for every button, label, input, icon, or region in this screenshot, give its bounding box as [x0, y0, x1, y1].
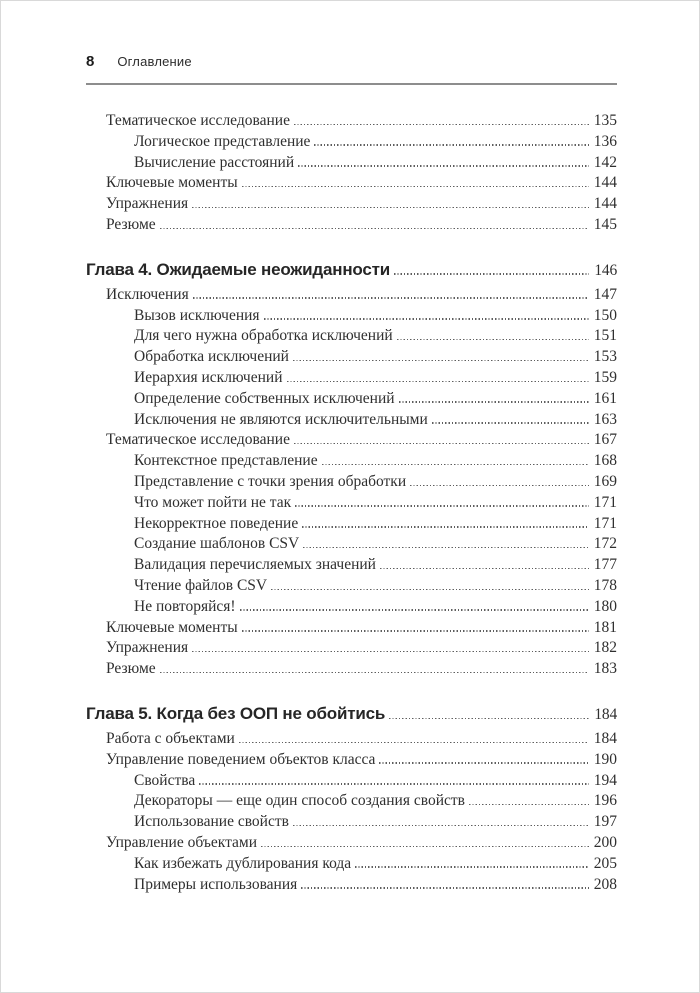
dotted-leader [298, 165, 589, 166]
toc-entry-page: 142 [593, 153, 617, 171]
dotted-leader [410, 485, 589, 486]
toc-entry-row [86, 389, 617, 410]
toc-entry-title: Управление поведением объектов класса [106, 750, 376, 768]
dotted-leader [239, 742, 589, 743]
toc-entry-title: Иерархия исключений [134, 368, 283, 386]
toc-section [86, 257, 617, 680]
toc-entry-row [86, 194, 617, 215]
toc-entry-page: 161 [593, 389, 617, 407]
dotted-leader [380, 568, 589, 569]
toc-entry-page: 194 [593, 771, 617, 789]
toc-entry-page: 150 [593, 306, 617, 324]
toc-entry-row [86, 368, 617, 389]
toc-entry-page: 181 [593, 618, 617, 636]
dotted-leader [160, 672, 589, 673]
toc-entry-row [86, 618, 617, 639]
toc-entry-page: 169 [593, 472, 617, 490]
dotted-leader [301, 887, 588, 888]
toc-entry-page: 184 [594, 705, 617, 723]
toc-entry-title: Резюме [106, 215, 156, 233]
toc-entry-row [86, 472, 617, 493]
dotted-leader [287, 381, 589, 382]
toc [86, 85, 617, 895]
dotted-leader [302, 526, 589, 527]
toc-entry-page: 146 [594, 261, 617, 279]
toc-entry-page: 196 [593, 792, 617, 810]
toc-entry-title: Использование свойств [134, 813, 289, 831]
dotted-leader [295, 505, 589, 506]
toc-entry-page: 180 [593, 597, 617, 615]
toc-entry-title: Глава 5. Когда без ООП не обойтись [86, 703, 386, 723]
dotted-leader [240, 609, 589, 610]
dotted-leader [389, 718, 589, 719]
toc-entry-row [86, 347, 617, 368]
toc-entry-row [86, 451, 617, 472]
toc-entry-row [86, 173, 617, 194]
toc-entry-page: 153 [593, 348, 617, 366]
toc-entry-title: Не повторяйся! [134, 597, 236, 615]
toc-entry-row [86, 854, 617, 875]
toc-entry-title: Управление объектами [106, 833, 258, 851]
toc-entry-title: Глава 4. Ожидаемые неожиданности [86, 259, 390, 279]
toc-entry-page: 171 [593, 514, 617, 532]
toc-entry-page: 177 [593, 556, 617, 574]
toc-entry-page: 168 [593, 452, 617, 470]
toc-chapter-row [86, 257, 617, 284]
toc-entry-title: Упражнения [106, 195, 189, 213]
toc-entry-title: Представление с точки зрения обработки [134, 472, 407, 490]
toc-entry-row [86, 215, 617, 236]
toc-entry-row [86, 638, 617, 659]
toc-entry-page: 151 [593, 327, 617, 345]
toc-entry-title: Свойства [134, 771, 196, 789]
dotted-leader [193, 297, 589, 298]
toc-entry-page: 197 [593, 813, 617, 831]
toc-entry-row [86, 750, 617, 771]
toc-entry-title: Некорректное поведение [134, 514, 299, 532]
toc-chapter-row [86, 701, 617, 728]
toc-entry-title: Исключения не являются исключительными [134, 410, 428, 428]
toc-entry-page: 208 [593, 875, 617, 893]
toc-entry-page: 135 [593, 112, 617, 129]
dotted-leader [294, 124, 589, 125]
dotted-leader [399, 401, 589, 402]
dotted-leader [271, 589, 589, 590]
toc-entry-page: 159 [593, 368, 617, 386]
dotted-leader [303, 547, 589, 548]
toc-entry-row [86, 875, 617, 896]
toc-entry-page: 184 [593, 729, 617, 747]
dotted-leader [355, 866, 589, 867]
toc-entry-page: 147 [593, 285, 617, 303]
toc-entry-page: 167 [593, 431, 617, 449]
toc-entry-page: 172 [593, 535, 617, 553]
toc-entry-row [86, 833, 617, 854]
dotted-leader [192, 651, 589, 652]
dotted-leader [261, 846, 589, 847]
toc-entry-title: Вычисление расстояний [134, 153, 295, 171]
toc-entry-page: 171 [593, 493, 617, 511]
toc-entry-row [86, 659, 617, 680]
toc-entry-title: Тематическое исследование [106, 431, 290, 449]
toc-entry-title: Исключения [106, 285, 189, 303]
toc-entry-page: 145 [593, 215, 617, 233]
toc-entry-title: Работа с объектами [106, 729, 235, 747]
toc-entry-title: Примеры использования [134, 875, 298, 893]
toc-entry-title: Обработка исключений [134, 348, 289, 366]
toc-entry-title: Упражнения [106, 639, 189, 657]
toc-entry-page: 200 [593, 833, 617, 851]
toc-entry-title: Что может пойти не так [134, 493, 292, 511]
dotted-leader [293, 825, 589, 826]
toc-entry-row [86, 791, 617, 812]
toc-entry-page: 183 [593, 660, 617, 678]
toc-entry-title: Вызов исключения [134, 306, 260, 324]
dotted-leader [394, 273, 589, 274]
toc-entry-row [86, 153, 617, 174]
dotted-leader [242, 186, 589, 187]
dotted-leader [379, 762, 588, 763]
toc-entry-page: 144 [593, 174, 617, 192]
toc-entry-page: 205 [593, 854, 617, 872]
toc-entry-title: Резюме [106, 660, 156, 678]
toc-entry-row [86, 597, 617, 618]
toc-section [86, 701, 617, 895]
toc-entry-title: Декораторы — еще один способ создания свойств [134, 792, 465, 810]
toc-entry-row [86, 812, 617, 833]
toc-entry-title: Контекстное представление [134, 452, 318, 470]
toc-section [86, 111, 617, 236]
toc-entry-row [86, 430, 617, 451]
dotted-leader [160, 228, 589, 229]
toc-entry-title: Создание шаблонов CSV [134, 535, 300, 553]
toc-entry-page: 136 [593, 132, 617, 150]
dotted-leader [242, 630, 589, 631]
running-title: Оглавление [117, 54, 192, 69]
toc-entry-row [86, 576, 617, 597]
toc-entry-row [86, 326, 617, 347]
toc-entry-row [86, 410, 617, 431]
toc-entry-row [86, 493, 617, 514]
toc-entry-page: 190 [593, 750, 617, 768]
dotted-leader [432, 422, 589, 423]
dotted-leader [322, 464, 589, 465]
dotted-leader [294, 443, 589, 444]
dotted-leader [264, 318, 589, 319]
dotted-leader [397, 339, 589, 340]
page-number: 8 [86, 53, 95, 70]
toc-entry-row [86, 771, 617, 792]
toc-entry-title: Для чего нужна обработка исключений [134, 327, 393, 345]
toc-entry-title: Чтение файлов CSV [134, 576, 268, 594]
toc-entry-row [86, 132, 617, 153]
dotted-leader [293, 360, 589, 361]
dotted-leader [314, 144, 588, 145]
toc-entry-title: Ключевые моменты [106, 174, 238, 192]
toc-entry-row [86, 285, 617, 306]
toc-entry-page: 178 [593, 576, 617, 594]
toc-entry-row [86, 514, 617, 535]
toc-entry-row [86, 534, 617, 555]
toc-entry-title: Логическое представление [134, 132, 311, 150]
toc-entry-title: Как избежать дублирования кода [134, 854, 352, 872]
toc-entry-title: Ключевые моменты [106, 618, 238, 636]
toc-entry-row [86, 306, 617, 327]
toc-entry-title: Валидация перечисляемых значений [134, 556, 376, 574]
toc-entry-title: Определение собственных исключений [134, 389, 395, 407]
dotted-leader [199, 783, 589, 784]
page-header [86, 1, 617, 83]
dotted-leader [469, 804, 589, 805]
toc-entry-row [86, 111, 617, 132]
dotted-leader [192, 207, 589, 208]
toc-entry-row [86, 729, 617, 750]
toc-entry-title: Тематическое исследование [106, 112, 290, 129]
toc-entry-row [86, 555, 617, 576]
toc-entry-page: 182 [593, 639, 617, 657]
toc-entry-page: 144 [593, 195, 617, 213]
toc-entry-page: 163 [593, 410, 617, 428]
